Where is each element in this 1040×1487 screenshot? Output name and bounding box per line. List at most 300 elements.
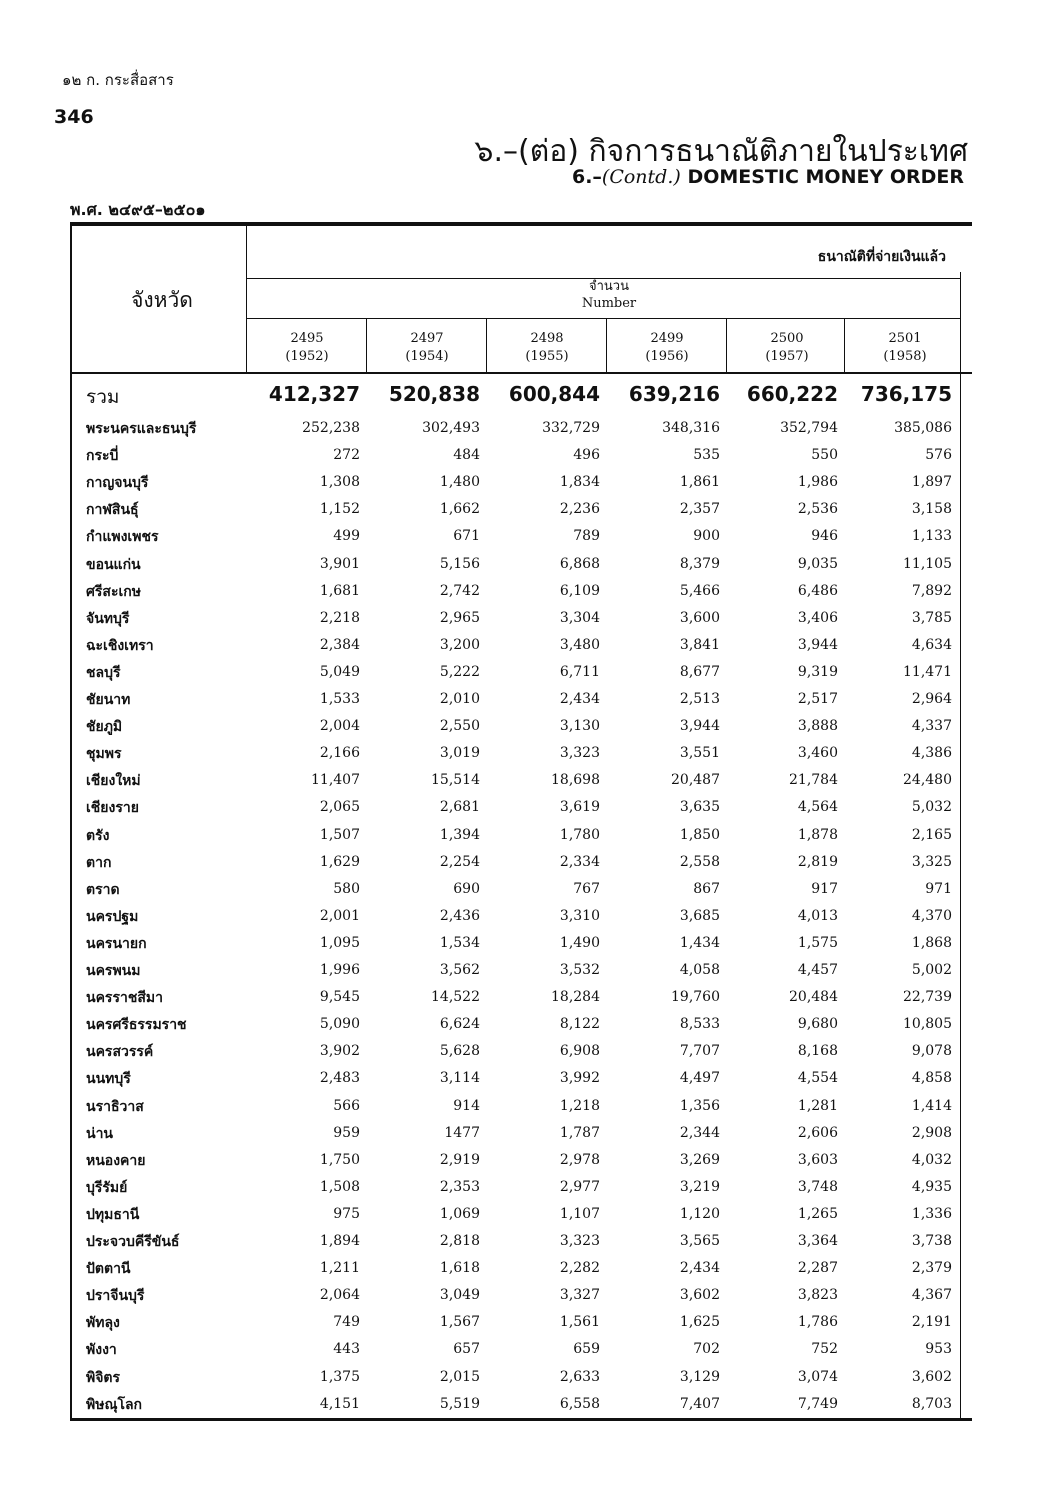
- table-top-rule-thin: [70, 225, 972, 226]
- year-ce: (1955): [525, 349, 569, 364]
- province-name: น่าน: [86, 1125, 114, 1142]
- year-header: [488, 330, 606, 366]
- value-cell: 867: [693, 880, 720, 897]
- table-row: [78, 957, 972, 984]
- number-header-rule: [246, 318, 960, 319]
- value-cell: 657: [453, 1341, 480, 1358]
- value-cell: 1,629: [319, 853, 360, 870]
- table-row: [78, 1147, 972, 1174]
- value-cell: 3,200: [439, 636, 480, 653]
- value-cell: 959: [333, 1124, 360, 1141]
- value-cell: 535: [693, 447, 720, 464]
- value-cell: 1,625: [679, 1314, 720, 1331]
- value-cell: 4,370: [911, 907, 952, 924]
- table-row: [78, 632, 972, 659]
- section-title: ๑๒ ก. กระสื่อสาร: [62, 71, 174, 89]
- value-cell: 917: [811, 880, 838, 897]
- value-cell: 302,493: [422, 420, 480, 436]
- province-name: พัทลุง: [86, 1315, 120, 1332]
- value-cell: 499: [333, 528, 360, 545]
- value-cell: 4,858: [911, 1070, 952, 1087]
- value-cell: 18,698: [551, 772, 600, 789]
- value-cell: 3,323: [559, 1233, 600, 1249]
- table-row: [78, 551, 972, 578]
- table-row: [78, 469, 972, 496]
- value-cell: 1,868: [911, 934, 952, 951]
- value-cell: 4,058: [679, 962, 720, 978]
- value-cell: 1,107: [559, 1205, 600, 1222]
- value-cell: 2,908: [911, 1124, 952, 1141]
- province-name: นนทบุรี: [86, 1071, 131, 1088]
- province-name: นครปฐม: [86, 908, 139, 925]
- value-cell: 3,841: [679, 636, 720, 653]
- value-cell: 3,480: [559, 636, 600, 653]
- value-cell: 1,356: [679, 1097, 720, 1114]
- value-cell: 348,316: [662, 420, 720, 436]
- value-cell: 3,823: [797, 1287, 838, 1304]
- table-row: [78, 822, 972, 849]
- value-cell: 1,414: [911, 1097, 952, 1114]
- value-cell: 3,600: [679, 609, 720, 626]
- value-cell: 1,069: [439, 1205, 480, 1222]
- value-cell: 2,483: [319, 1070, 360, 1087]
- value-cell: 4,032: [911, 1151, 952, 1168]
- value-cell: 520,838: [388, 382, 480, 406]
- province-name: ปัตตานี: [86, 1261, 131, 1278]
- value-cell: 1,786: [797, 1314, 838, 1331]
- table-row: [78, 1201, 972, 1228]
- value-cell: 21,784: [789, 772, 838, 789]
- value-cell: 1,218: [559, 1097, 600, 1114]
- province-name: รวม: [86, 386, 120, 408]
- table-row: [78, 1038, 972, 1065]
- value-cell: 4,367: [911, 1287, 952, 1304]
- table-row: [78, 903, 972, 930]
- value-cell: 252,238: [302, 420, 360, 436]
- value-cell: 10,805: [903, 1016, 952, 1033]
- value-cell: 4,935: [911, 1178, 952, 1195]
- value-cell: 3,944: [679, 718, 720, 735]
- province-name: ชุมพร: [86, 746, 122, 763]
- value-cell: 3,901: [319, 555, 360, 572]
- province-name: พิจิตร: [86, 1369, 121, 1386]
- value-cell: 2,218: [319, 609, 360, 626]
- value-cell: 3,406: [797, 609, 838, 626]
- table-row: [78, 578, 972, 605]
- value-cell: 2,065: [319, 799, 360, 816]
- year-ce: (1957): [765, 349, 809, 364]
- table-row: [78, 1120, 972, 1147]
- value-cell: 2,965: [439, 609, 480, 626]
- number-header-eng: Number: [581, 296, 637, 311]
- value-cell: 1,480: [439, 474, 480, 491]
- value-cell: 2,379: [911, 1260, 952, 1277]
- value-cell: 2,818: [439, 1233, 480, 1249]
- value-cell: 2,681: [439, 799, 480, 816]
- value-cell: 9,680: [797, 1016, 838, 1033]
- year-be: 2497: [410, 331, 444, 346]
- value-cell: 789: [573, 528, 600, 545]
- money-order-table: [78, 222, 972, 1422]
- value-cell: 1,434: [679, 934, 720, 951]
- province-name: ตรัง: [86, 827, 110, 844]
- value-cell: 1,878: [797, 826, 838, 843]
- year-be: 2500: [770, 331, 804, 346]
- value-cell: 1,152: [319, 501, 360, 518]
- value-cell: 5,002: [911, 962, 952, 978]
- value-cell: 15,514: [431, 772, 480, 789]
- year-divider-1: [366, 318, 367, 374]
- number-header-thai: จำนวน: [589, 279, 629, 294]
- value-cell: 4,386: [911, 745, 952, 762]
- value-cell: 2,434: [559, 691, 600, 707]
- value-cell: 1,265: [797, 1205, 838, 1222]
- header-bottom-rule: [70, 372, 972, 374]
- value-cell: 3,551: [679, 745, 720, 762]
- value-cell: 3,460: [797, 745, 838, 762]
- province-name: ปราจีนบุรี: [86, 1288, 145, 1305]
- table-row: [78, 767, 972, 794]
- table-row: [78, 849, 972, 876]
- province-name: กาฬสินธุ์: [86, 502, 139, 519]
- province-name: บุรีรัมย์: [86, 1179, 128, 1196]
- value-cell: 9,035: [797, 555, 838, 572]
- value-cell: 1,996: [319, 962, 360, 978]
- value-cell: 2,978: [559, 1151, 600, 1168]
- value-cell: 5,628: [439, 1043, 480, 1060]
- province-name: ชัยภูมิ: [86, 719, 123, 736]
- number-header: [246, 278, 972, 312]
- value-cell: 3,602: [911, 1368, 952, 1385]
- value-cell: 2,191: [911, 1314, 952, 1331]
- value-cell: 8,122: [559, 1016, 600, 1033]
- value-cell: 4,013: [797, 907, 838, 924]
- table-row: [78, 686, 972, 713]
- value-cell: 580: [333, 880, 360, 897]
- value-cell: 1,787: [559, 1124, 600, 1141]
- value-cell: 1,508: [319, 1178, 360, 1195]
- year-header: [368, 330, 486, 366]
- value-cell: 5,519: [439, 1395, 480, 1412]
- province-name: นครนายก: [86, 935, 147, 952]
- value-cell: 1,750: [319, 1151, 360, 1168]
- value-cell: 1,281: [797, 1097, 838, 1114]
- value-cell: 2,004: [319, 718, 360, 735]
- value-cell: 660,222: [746, 382, 838, 406]
- province-name: ฉะเชิงเทรา: [86, 637, 154, 654]
- value-cell: 3,532: [559, 962, 600, 978]
- value-cell: 6,109: [559, 582, 600, 599]
- table-row: [78, 713, 972, 740]
- value-cell: 3,269: [679, 1151, 720, 1168]
- table-row: [78, 442, 972, 469]
- province-name: ขอนแก่น: [86, 556, 141, 573]
- year-be: 2499: [650, 331, 684, 346]
- value-cell: 2,558: [679, 853, 720, 870]
- table-row: [78, 1228, 972, 1255]
- value-cell: 1,780: [559, 826, 600, 843]
- year-header: [608, 330, 726, 366]
- value-cell: 1,986: [797, 474, 838, 491]
- value-cell: 1,567: [439, 1314, 480, 1331]
- value-cell: 7,707: [679, 1043, 720, 1060]
- value-cell: 443: [333, 1341, 360, 1358]
- table-row: [78, 1011, 972, 1038]
- value-cell: 3,327: [559, 1287, 600, 1304]
- year-divider-4: [726, 318, 727, 374]
- year-ce: (1958): [883, 349, 927, 364]
- year-ce: (1952): [285, 349, 329, 364]
- value-cell: 385,086: [894, 420, 952, 436]
- table-row: [78, 1065, 972, 1092]
- table-row: [78, 496, 972, 523]
- value-cell: 9,545: [319, 989, 360, 1006]
- value-cell: 566: [333, 1097, 360, 1114]
- value-cell: 9,078: [911, 1043, 952, 1060]
- table-row: [78, 984, 972, 1011]
- value-cell: 2,436: [439, 907, 480, 924]
- value-cell: 2,633: [559, 1368, 600, 1385]
- value-cell: 1,375: [319, 1368, 360, 1385]
- table-row: [78, 415, 972, 442]
- value-cell: 3,364: [797, 1233, 838, 1249]
- value-cell: 736,175: [860, 382, 952, 406]
- value-cell: 749: [333, 1314, 360, 1331]
- value-cell: 3,310: [559, 907, 600, 924]
- value-cell: 1,507: [319, 826, 360, 843]
- value-cell: 3,603: [797, 1151, 838, 1168]
- value-cell: 5,222: [439, 663, 480, 680]
- value-cell: 2,334: [559, 853, 600, 870]
- value-cell: 8,703: [911, 1395, 952, 1412]
- value-cell: 7,407: [679, 1395, 720, 1412]
- province-name: ประจวบคีรีขันธ์: [86, 1234, 180, 1250]
- value-cell: 3,635: [679, 799, 720, 816]
- value-cell: 3,158: [911, 501, 952, 518]
- value-cell: 6,486: [797, 582, 838, 599]
- value-cell: 3,992: [559, 1070, 600, 1087]
- value-cell: 3,129: [679, 1368, 720, 1385]
- value-cell: 2,977: [559, 1178, 600, 1195]
- value-cell: 2,344: [679, 1124, 720, 1141]
- year-header: [846, 330, 964, 366]
- value-cell: 19,760: [671, 989, 720, 1006]
- value-cell: 914: [453, 1097, 480, 1114]
- value-cell: 3,738: [911, 1233, 952, 1249]
- thai-title: ๖.–(ต่อ) กิจการธนาณัติภายในประเทศ: [474, 134, 968, 169]
- value-cell: 412,327: [268, 382, 360, 406]
- table-row: [78, 1364, 972, 1391]
- value-cell: 4,564: [797, 799, 838, 816]
- province-name: กระบี่: [86, 448, 119, 465]
- value-cell: 2,550: [439, 718, 480, 735]
- value-cell: 11,105: [903, 555, 952, 572]
- value-cell: 971: [925, 880, 952, 897]
- province-name: จันทบุรี: [86, 610, 130, 627]
- value-cell: 8,533: [679, 1016, 720, 1033]
- year-be: 2495: [290, 331, 324, 346]
- value-cell: 3,114: [439, 1070, 480, 1087]
- value-cell: 5,156: [439, 555, 480, 572]
- value-cell: 1,662: [439, 501, 480, 518]
- value-cell: 702: [693, 1341, 720, 1358]
- table-row: [78, 1309, 972, 1336]
- year-divider-2: [486, 318, 487, 374]
- value-cell: 5,049: [319, 663, 360, 680]
- province-name: พระนครและธนบุรี: [86, 421, 197, 437]
- value-cell: 1,120: [679, 1205, 720, 1222]
- value-cell: 1,897: [911, 474, 952, 491]
- table-row: [78, 659, 972, 686]
- province-name: กำแพงเพชร: [86, 529, 159, 546]
- english-title-main: DOMESTIC MONEY ORDER: [687, 166, 964, 188]
- value-cell: 332,729: [542, 420, 600, 436]
- value-cell: 3,785: [911, 609, 952, 626]
- value-cell: 272: [333, 447, 360, 464]
- value-cell: 2,165: [911, 826, 952, 843]
- value-cell: 3,130: [559, 718, 600, 735]
- value-cell: 2,606: [797, 1124, 838, 1141]
- value-cell: 900: [693, 528, 720, 545]
- value-cell: 2,384: [319, 636, 360, 653]
- province-name: ชลบุรี: [86, 664, 121, 681]
- value-cell: 2,513: [679, 691, 720, 707]
- value-cell: 6,868: [559, 555, 600, 572]
- value-cell: 8,677: [679, 663, 720, 680]
- value-cell: 7,892: [911, 582, 952, 599]
- value-cell: 3,565: [679, 1233, 720, 1249]
- total-row: [78, 384, 972, 411]
- value-cell: 20,484: [789, 989, 838, 1006]
- value-cell: 2,254: [439, 853, 480, 870]
- table-row: [78, 1174, 972, 1201]
- value-cell: 2,357: [679, 501, 720, 518]
- province-name: พิษณุโลก: [86, 1396, 143, 1413]
- value-cell: 6,558: [559, 1395, 600, 1412]
- value-cell: 3,562: [439, 962, 480, 978]
- period-label: พ.ศ. ๒๔๙๕–๒๕๐๑: [70, 200, 206, 219]
- value-cell: 3,685: [679, 907, 720, 924]
- table-bottom-rule: [70, 1418, 972, 1421]
- value-cell: 639,216: [628, 382, 720, 406]
- value-cell: 2,742: [439, 582, 480, 599]
- english-title-contd: (Contd.): [601, 166, 681, 188]
- province-name: เชียงใหม่: [86, 773, 141, 790]
- value-cell: 3,323: [559, 745, 600, 762]
- value-cell: 975: [333, 1205, 360, 1222]
- value-cell: 8,379: [679, 555, 720, 572]
- value-cell: 1,561: [559, 1314, 600, 1331]
- table-row: [78, 740, 972, 767]
- value-cell: 2,919: [439, 1151, 480, 1168]
- value-cell: 6,711: [559, 663, 600, 680]
- value-cell: 14,522: [431, 989, 480, 1006]
- value-cell: 1477: [444, 1124, 480, 1141]
- value-cell: 1,534: [439, 934, 480, 951]
- value-cell: 3,902: [319, 1043, 360, 1060]
- value-cell: 352,794: [780, 420, 838, 436]
- value-cell: 2,001: [319, 907, 360, 924]
- table-row: [78, 1255, 972, 1282]
- value-cell: 2,166: [319, 745, 360, 762]
- value-cell: 496: [573, 447, 600, 464]
- value-cell: 11,471: [903, 663, 952, 680]
- paid-header: ธนาณัติที่จ่ายเงินแล้ว: [817, 249, 946, 265]
- province-name: นครศรีธรรมราช: [86, 1017, 187, 1034]
- value-cell: 953: [925, 1341, 952, 1358]
- province-name: ศรีสะเกษ: [86, 583, 141, 600]
- value-cell: 1,834: [559, 474, 600, 491]
- value-cell: 3,944: [797, 636, 838, 653]
- value-cell: 5,090: [319, 1016, 360, 1033]
- province-name: พังงา: [86, 1342, 117, 1359]
- value-cell: 1,894: [319, 1233, 360, 1249]
- value-cell: 2,819: [797, 853, 838, 870]
- english-title-prefix: 6.–: [571, 166, 602, 188]
- value-cell: 7,749: [797, 1395, 838, 1412]
- province-name: นราธิวาส: [86, 1098, 144, 1115]
- english-title: [572, 166, 964, 188]
- province-name: ตาก: [86, 854, 112, 871]
- province-name: นครราชสีมา: [86, 990, 163, 1007]
- value-cell: 24,480: [903, 772, 952, 789]
- year-ce: (1956): [645, 349, 689, 364]
- year-divider-3: [606, 318, 607, 374]
- value-cell: 22,739: [903, 989, 952, 1006]
- value-cell: 600,844: [508, 382, 600, 406]
- value-cell: 18,284: [551, 989, 600, 1006]
- value-cell: 690: [453, 880, 480, 897]
- province-name: เชียงราย: [86, 800, 139, 817]
- value-cell: 3,602: [679, 1287, 720, 1304]
- value-cell: 1,133: [911, 528, 952, 545]
- value-cell: 1,336: [911, 1205, 952, 1222]
- year-be: 2498: [530, 331, 564, 346]
- value-cell: 1,394: [439, 826, 480, 843]
- province-name: ชัยนาท: [86, 692, 131, 708]
- table-row: [78, 930, 972, 957]
- value-cell: 2,064: [319, 1287, 360, 1304]
- value-cell: 671: [453, 528, 480, 545]
- value-cell: 659: [573, 1341, 600, 1358]
- province-name: ตราด: [86, 881, 120, 898]
- value-cell: 1,095: [319, 934, 360, 951]
- value-cell: 1,850: [679, 826, 720, 843]
- value-cell: 4,457: [797, 962, 838, 978]
- value-cell: 550: [811, 447, 838, 464]
- year-header: [248, 330, 366, 366]
- value-cell: 752: [811, 1341, 838, 1358]
- value-cell: 946: [811, 528, 838, 545]
- province-name: หนองคาย: [86, 1152, 146, 1169]
- table-left-border: [70, 222, 72, 1421]
- value-cell: 1,533: [319, 691, 360, 707]
- value-cell: 484: [453, 447, 480, 464]
- table-row: [78, 876, 972, 903]
- value-cell: 3,219: [679, 1178, 720, 1195]
- value-cell: 767: [573, 880, 600, 897]
- value-cell: 5,032: [911, 799, 952, 816]
- year-header: [728, 330, 846, 366]
- province-name: นครพนม: [86, 963, 141, 979]
- table-row: [78, 605, 972, 632]
- value-cell: 1,618: [439, 1260, 480, 1277]
- value-cell: 2,282: [559, 1260, 600, 1277]
- value-cell: 1,490: [559, 934, 600, 951]
- value-cell: 3,074: [797, 1368, 838, 1385]
- province-name: นครสวรรค์: [86, 1044, 154, 1061]
- value-cell: 2,015: [439, 1368, 480, 1385]
